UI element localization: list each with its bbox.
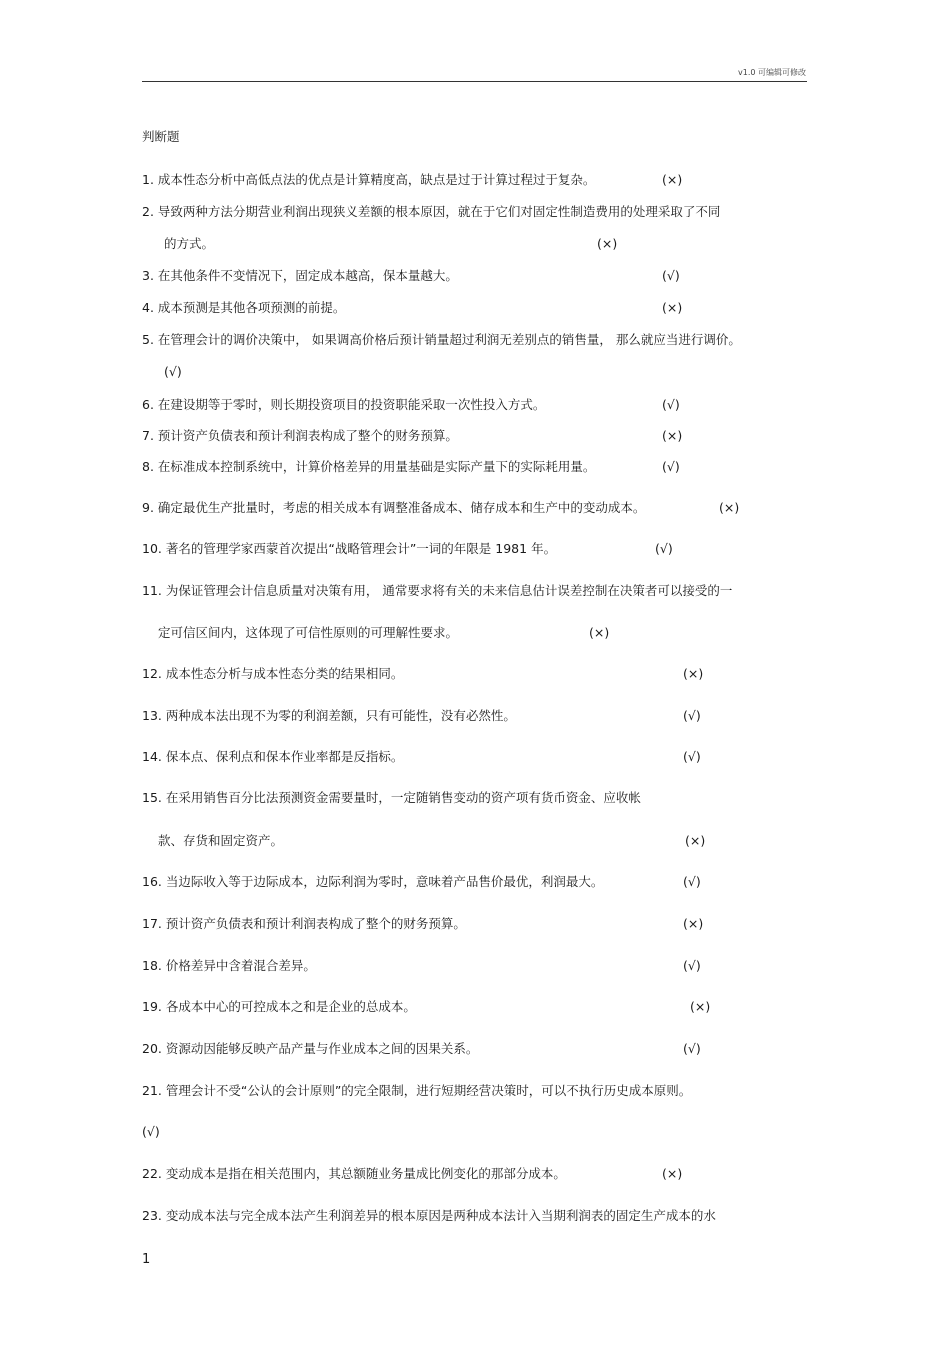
answer-mark: (×) bbox=[683, 666, 704, 681]
header-version-label: v1.0 可编辑可修改 bbox=[738, 68, 806, 77]
question-text: 3. 在其他条件不变情况下，固定成本越高，保本量越大。 bbox=[142, 268, 458, 283]
page-number: 1 bbox=[142, 1252, 151, 1267]
answer-mark: (√) bbox=[142, 1124, 160, 1139]
question-text: 11. 为保证管理会计信息质量对决策有用， 通常要求将有关的未来信息估计误差控制在决策者可以接受的一 bbox=[142, 583, 733, 598]
answer-mark: (√) bbox=[164, 364, 182, 379]
answer-mark: (×) bbox=[690, 999, 711, 1014]
question-text: 10. 著名的管理学家西蒙首次提出“战略管理会计”一词的年限是 1981 年。 bbox=[142, 541, 557, 556]
answer-mark: (×) bbox=[662, 172, 683, 187]
question-text: 2. 导致两种方法分期营业利润出现狭义差额的根本原因，就在于它们对固定性制造费用的处理采取了不同 bbox=[142, 204, 721, 219]
answer-mark: (×) bbox=[662, 300, 683, 315]
question-text: 7. 预计资产负债表和预计利润表构成了整个的财务预算。 bbox=[142, 428, 458, 443]
question-text: 款、存货和固定资产。 bbox=[158, 833, 284, 848]
answer-mark: (×) bbox=[662, 428, 683, 443]
answer-mark: (√) bbox=[662, 397, 680, 412]
answer-mark: (√) bbox=[683, 1041, 701, 1056]
question-text: 12. 成本性态分析与成本性态分类的结果相同。 bbox=[142, 666, 404, 681]
answer-mark: (√) bbox=[662, 268, 680, 283]
question-text: 14. 保本点、保利点和保本作业率都是反指标。 bbox=[142, 749, 404, 764]
answer-mark: (√) bbox=[683, 874, 701, 889]
question-text: 23. 变动成本法与完全成本法产生利润差异的根本原因是两种成本法计入当期利润表的固定生产成本的水 bbox=[142, 1208, 716, 1223]
answer-mark: (√) bbox=[655, 541, 673, 556]
question-text: 13. 两种成本法出现不为零的利润差额，只有可能性，没有必然性。 bbox=[142, 708, 516, 723]
question-text: 6. 在建设期等于零时，则长期投资项目的投资职能采取一次性投入方式。 bbox=[142, 397, 546, 412]
question-text: 21. 管理会计不受“公认的会计原则”的完全限制，进行短期经营决策时，可以不执行历史成本原则。 bbox=[142, 1083, 692, 1098]
question-text: 19. 各成本中心的可控成本之和是企业的总成本。 bbox=[142, 999, 416, 1014]
answer-mark: (√) bbox=[683, 749, 701, 764]
answer-mark: (×) bbox=[685, 833, 706, 848]
question-text: 5. 在管理会计的调价决策中， 如果调高价格后预计销量超过利润无差别点的销售量， 那么就应当进行调价。 bbox=[142, 332, 741, 347]
answer-mark: (×) bbox=[683, 916, 704, 931]
question-text: 17. 预计资产负债表和预计利润表构成了整个的财务预算。 bbox=[142, 916, 466, 931]
answer-mark: (√) bbox=[683, 958, 701, 973]
answer-mark: (√) bbox=[683, 708, 701, 723]
answer-mark: (√) bbox=[662, 459, 680, 474]
question-text: 16. 当边际收入等于边际成本，边际利润为零时，意味着产品售价最优，利润最大。 bbox=[142, 874, 604, 889]
question-text: 15. 在采用销售百分比法预测资金需要量时，一定随销售变动的资产项有货币资金、应收帐 bbox=[142, 790, 641, 805]
answer-mark: (×) bbox=[597, 236, 618, 251]
question-text: 的方式。 bbox=[164, 236, 215, 251]
question-text: 8. 在标准成本控制系统中，计算价格差异的用量基础是实际产量下的实际耗用量。 bbox=[142, 459, 596, 474]
question-text: 1. 成本性态分析中高低点法的优点是计算精度高，缺点是过于计算过程过于复杂。 bbox=[142, 172, 596, 187]
question-text: 18. 价格差异中含着混合差异。 bbox=[142, 958, 316, 973]
header-rule bbox=[142, 81, 807, 82]
answer-mark: (×) bbox=[662, 1166, 683, 1181]
question-text: 4. 成本预测是其他各项预测的前提。 bbox=[142, 300, 346, 315]
answer-mark: (×) bbox=[589, 625, 610, 640]
answer-mark: (×) bbox=[719, 500, 740, 515]
question-text: 20. 资源动因能够反映产品产量与作业成本之间的因果关系。 bbox=[142, 1041, 479, 1056]
question-text: 定可信区间内，这体现了可信性原则的可理解性要求。 bbox=[158, 625, 459, 640]
question-text: 9. 确定最优生产批量时，考虑的相关成本有调整准备成本、储存成本和生产中的变动成本。 bbox=[142, 500, 646, 515]
section-title: 判断题 bbox=[142, 129, 180, 144]
question-text: 22. 变动成本是指在相关范围内，其总额随业务量成比例变化的那部分成本。 bbox=[142, 1166, 566, 1181]
